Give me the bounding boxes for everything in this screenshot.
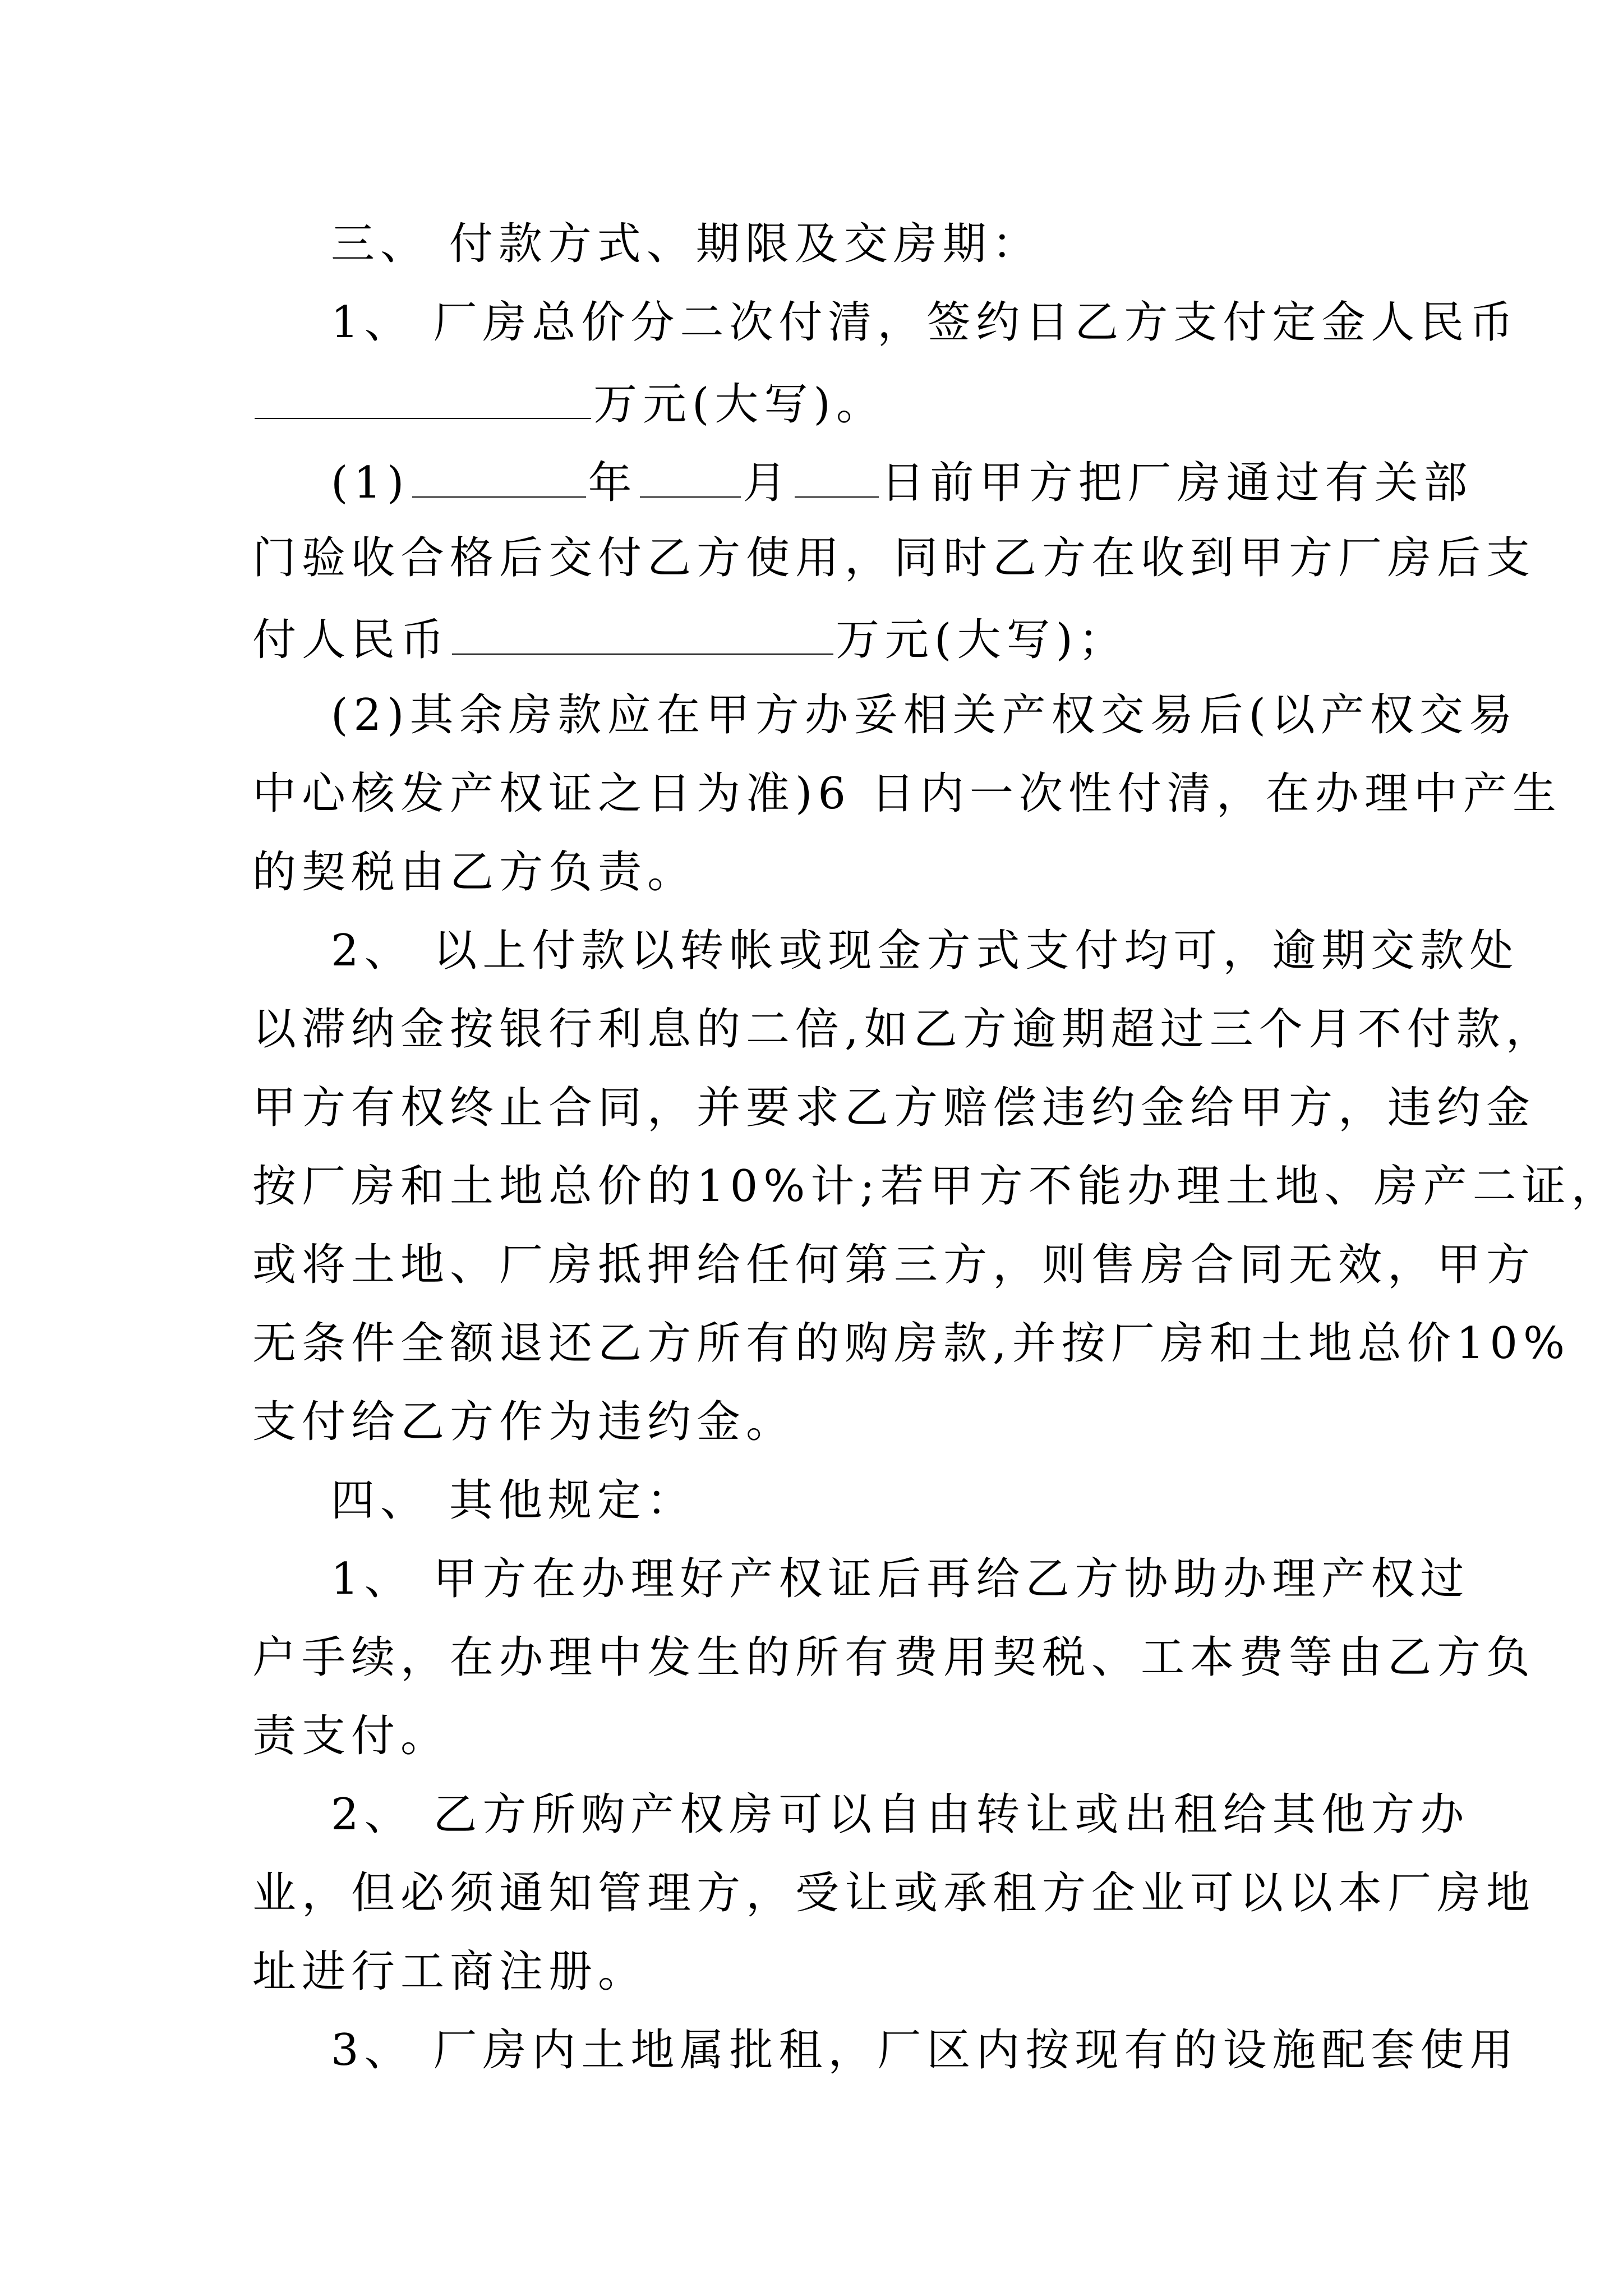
paragraph-line: 2、 乙方所购产权房可以自由转让或出租给其他方办: [331, 1789, 1470, 1840]
fill-in-blank: [452, 609, 833, 655]
fill-in-blank: [412, 452, 586, 498]
paragraph-line: 甲方有权终止合同，并要求乙方赔偿违约金给甲方，违约金: [252, 1083, 1536, 1133]
paragraph-line: 或将土地、厂房抵押给任何第三方，则售房合同无效，甲方: [252, 1240, 1536, 1290]
line-text: 日前甲方把厂房通过有关部: [880, 458, 1473, 508]
paragraph-line: 3、 厂房内土地属批租，厂区内按现有的设施配套使用: [331, 2025, 1519, 2076]
paragraph-line: 门验收合格后交付乙方使用，同时乙方在收到甲方厂房后支: [252, 533, 1536, 583]
paragraph-line: [331, 452, 1481, 508]
paragraph-line: [252, 373, 1402, 429]
paragraph-line: 以滞纳金按银行利息的二倍,如乙方逾期超过三个月不付款，: [252, 1004, 1555, 1055]
section-4-heading: 四、 其他规定：: [331, 1475, 696, 1526]
paragraph-line: 责支付。: [252, 1711, 450, 1761]
paragraph-line: 的契税由乙方负责。: [252, 847, 697, 898]
paragraph-line: 支付给乙方作为违约金。: [252, 1397, 796, 1447]
line-text: 年: [588, 458, 638, 508]
line-text: 万元(大写)；: [836, 615, 1128, 665]
paragraph-line: 中心核发产权证之日为准)6 日内一次性付清，在办理中产生: [252, 769, 1562, 819]
paragraph-line: 2、 以上付款以转帐或现金方式支付均可，逾期交款处: [331, 926, 1519, 976]
paragraph-line: 业，但必须通知管理方，受让或承租方企业可以以本厂房地: [252, 1868, 1536, 1918]
line-text: (1): [331, 458, 410, 508]
paragraph-line: 1、 厂房总价分二次付清，签约日乙方支付定金人民币: [331, 297, 1519, 348]
paragraph-line: 1、 甲方在办理好产权证后再给乙方协助办理产权过: [331, 1554, 1470, 1604]
fill-in-blank: [255, 373, 591, 419]
line-text: 月: [743, 458, 792, 508]
line-text: 付人民币: [252, 615, 450, 665]
paragraph-line: (2)其余房款应在甲方办妥相关产权交易后(以产权交易: [331, 690, 1518, 740]
paragraph-line: 无条件全额退还乙方所有的购房款,并按厂房和土地总价10%: [252, 1318, 1571, 1369]
section-3-heading: 三、 付款方式、期限及交房期：: [331, 219, 1041, 269]
paragraph-line: 址进行工商注册。: [252, 1947, 648, 1997]
line-text: 万元(大写)。: [593, 379, 886, 430]
fill-in-blank: [795, 452, 879, 498]
paragraph-line: 按厂房和土地总价的10%计;若甲方不能办理土地、房产二证，: [252, 1161, 1621, 1212]
fill-in-blank: [640, 452, 741, 498]
paragraph-line: [252, 609, 1402, 665]
paragraph-line: 户手续，在办理中发生的所有费用契税、工本费等由乙方负: [252, 1632, 1536, 1683]
